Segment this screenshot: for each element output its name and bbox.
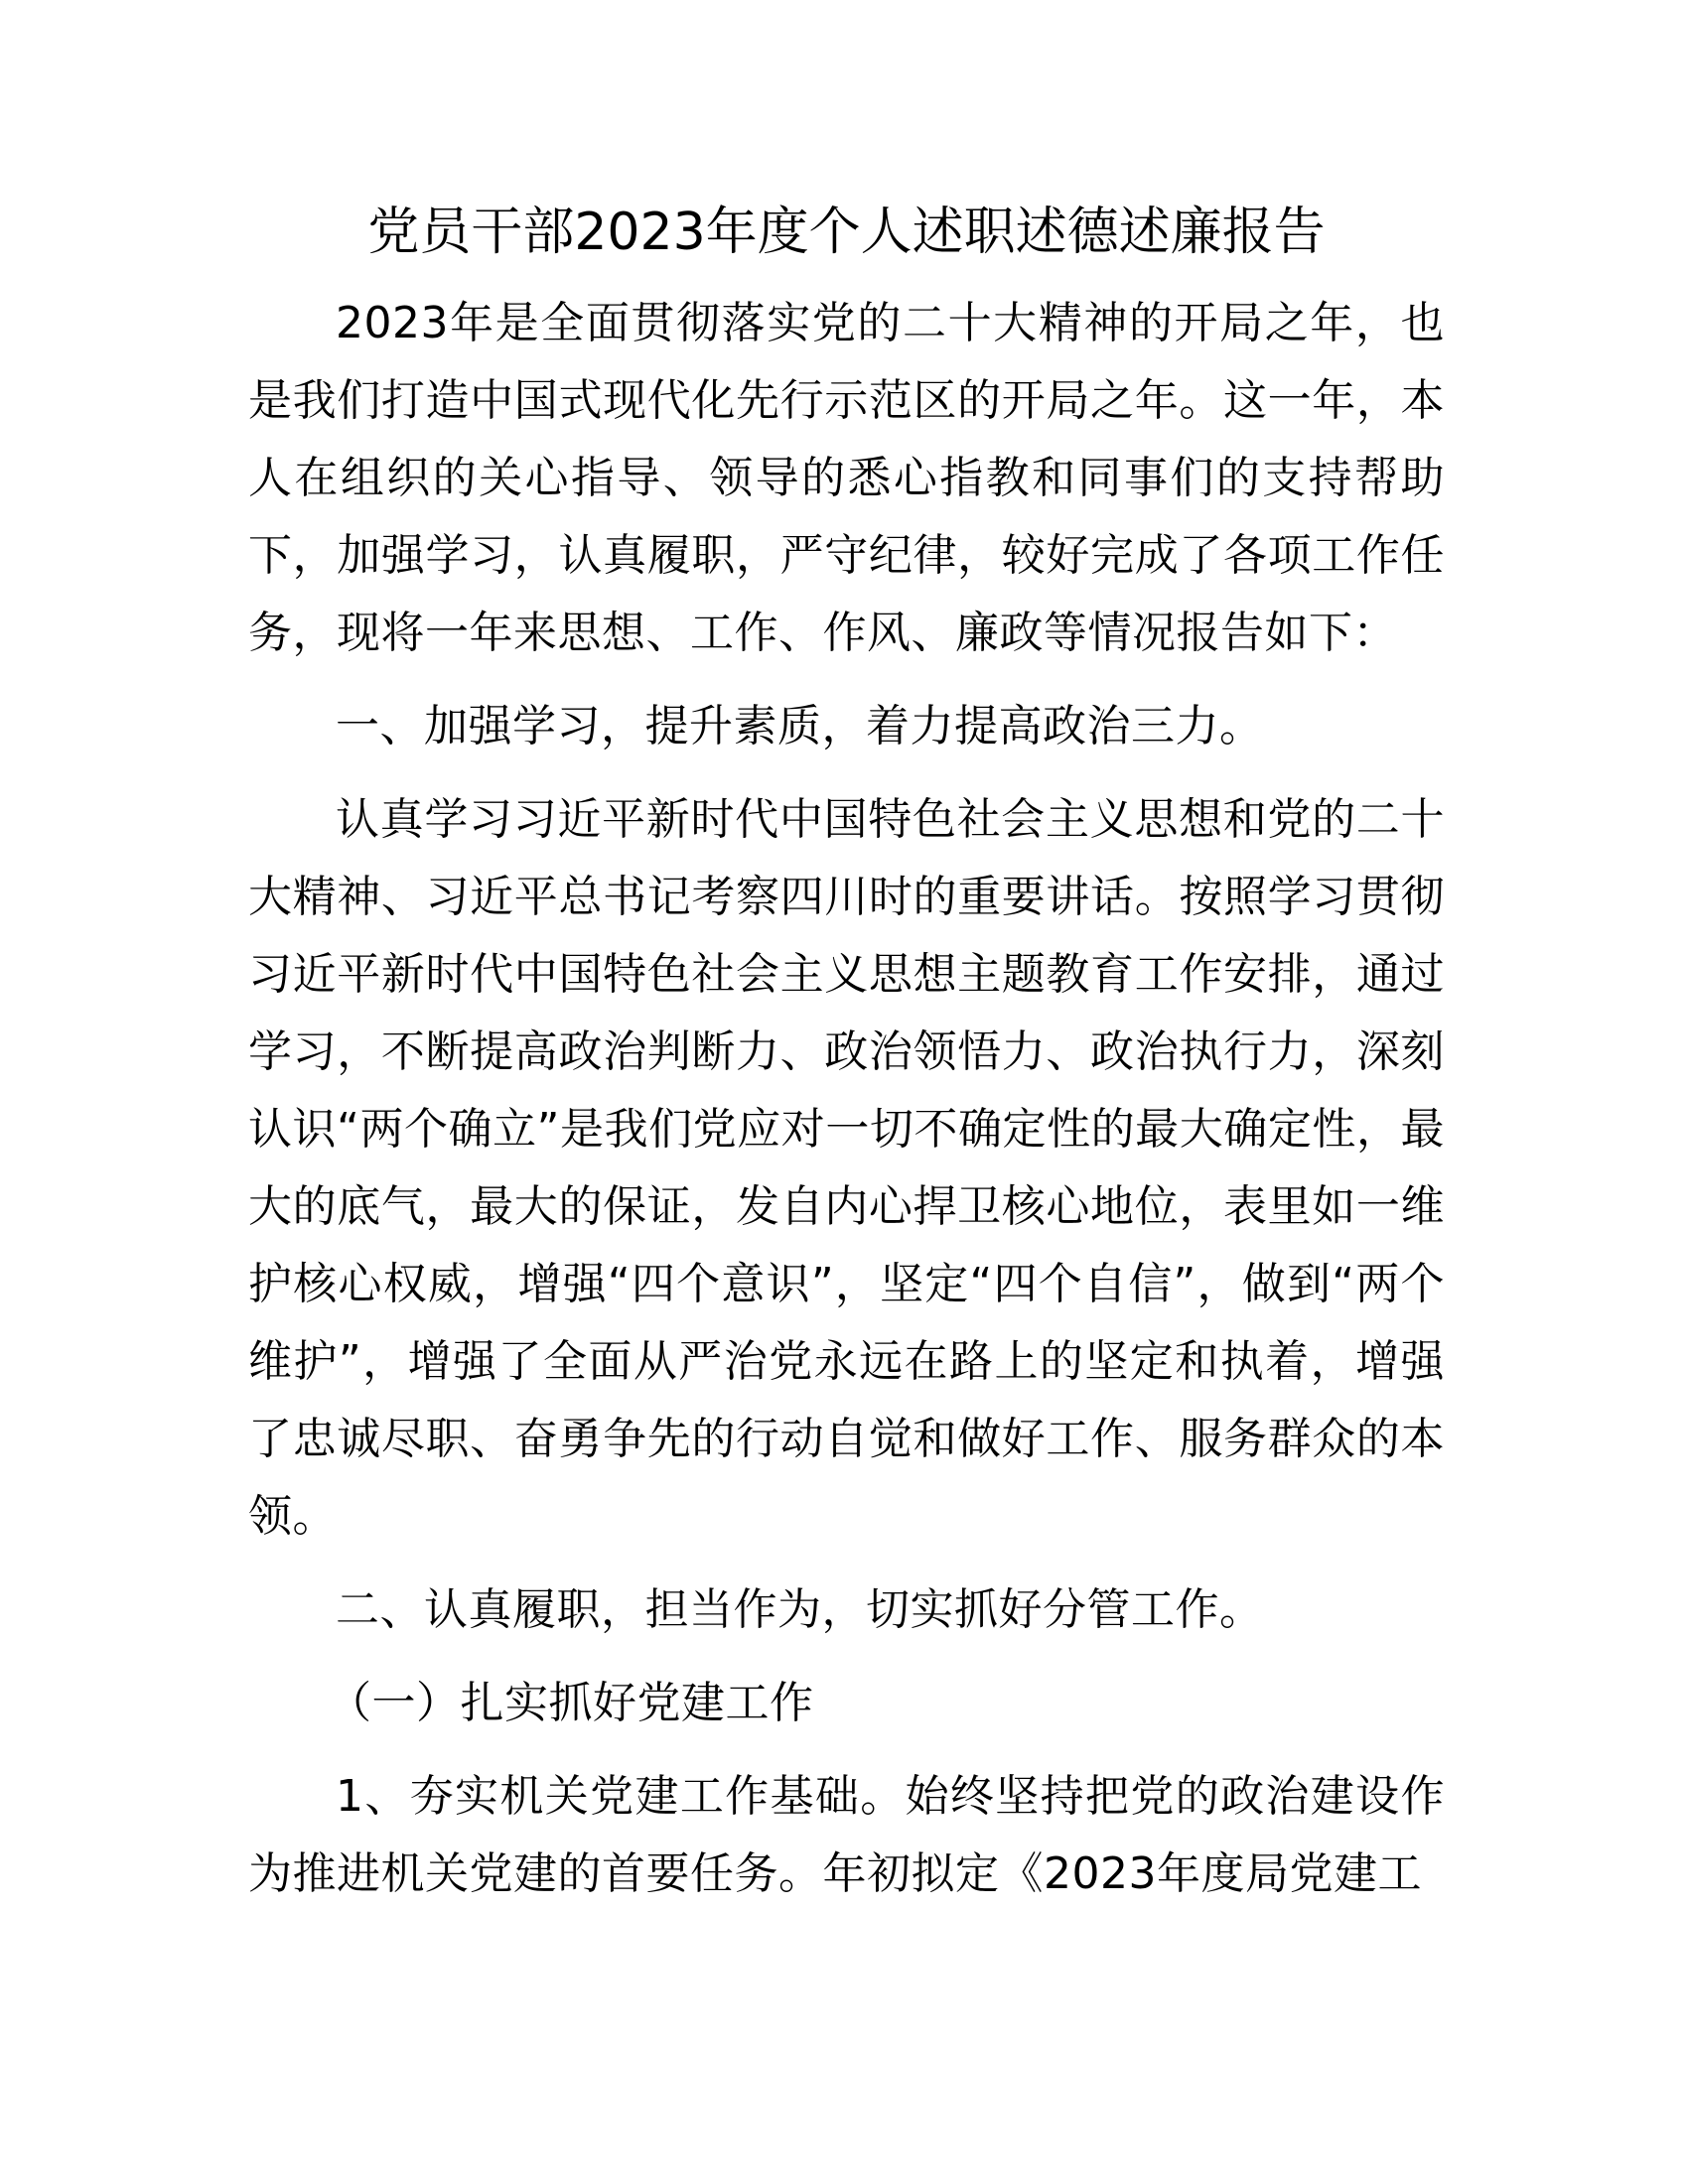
subsection-heading-1: （一）扎实抓好党建工作: [328, 1678, 814, 1728]
paragraph-intro: 2023年是全面贯彻落实党的二十大精神的开局之年，也是我们打造中国式现代化先行示范区的开局之年。这一年，本人在组织的关心指导、领导的悉心指教和同事们的支持帮助下，加强学习，认真履职，严守纪律，较好完成了各项工作任务，现将一年来思想、工作、作风、廉政等情况报告如下：: [248, 298, 1445, 658]
document-page: [248, 194, 1445, 1929]
paragraph-party-building: 1、夯实机关党建工作基础。始终坚持把党的政治建设作为推进机关党建的首要任务。年初拟定《2023年度局党建工: [248, 1771, 1445, 1899]
document-title: 党员干部2023年度个人述职述德述廉报告: [367, 203, 1326, 262]
section-heading-1: 一、加强学习，提升素质，着力提高政治三力。: [336, 701, 1264, 751]
section-heading-2: 二、认真履职，担当作为，切实抓好分管工作。: [336, 1584, 1264, 1635]
paragraph-study: 认真学习习近平新时代中国特色社会主义思想和党的二十大精神、习近平总书记考察四川时的重要讲话。按照学习贯彻习近平新时代中国特色社会主义思想主题教育工作安排，通过学习，不断提高政治判断力、政治领悟力、政治执行力，深刻认识“两个确立”是我们党应对一切不确定性的最大确定性，最大的底气，最大的保证，发自内心捍卫核心地位，表里如一维护核心权威，增强“四个意识”，坚定“四个自信”，做到“两个维护”，增强了全面从严治党永远在路上的坚定和执着，增强了忠诚尽职、奋勇争先的行动自觉和做好工作、服务群众的本领。: [248, 794, 1445, 1542]
